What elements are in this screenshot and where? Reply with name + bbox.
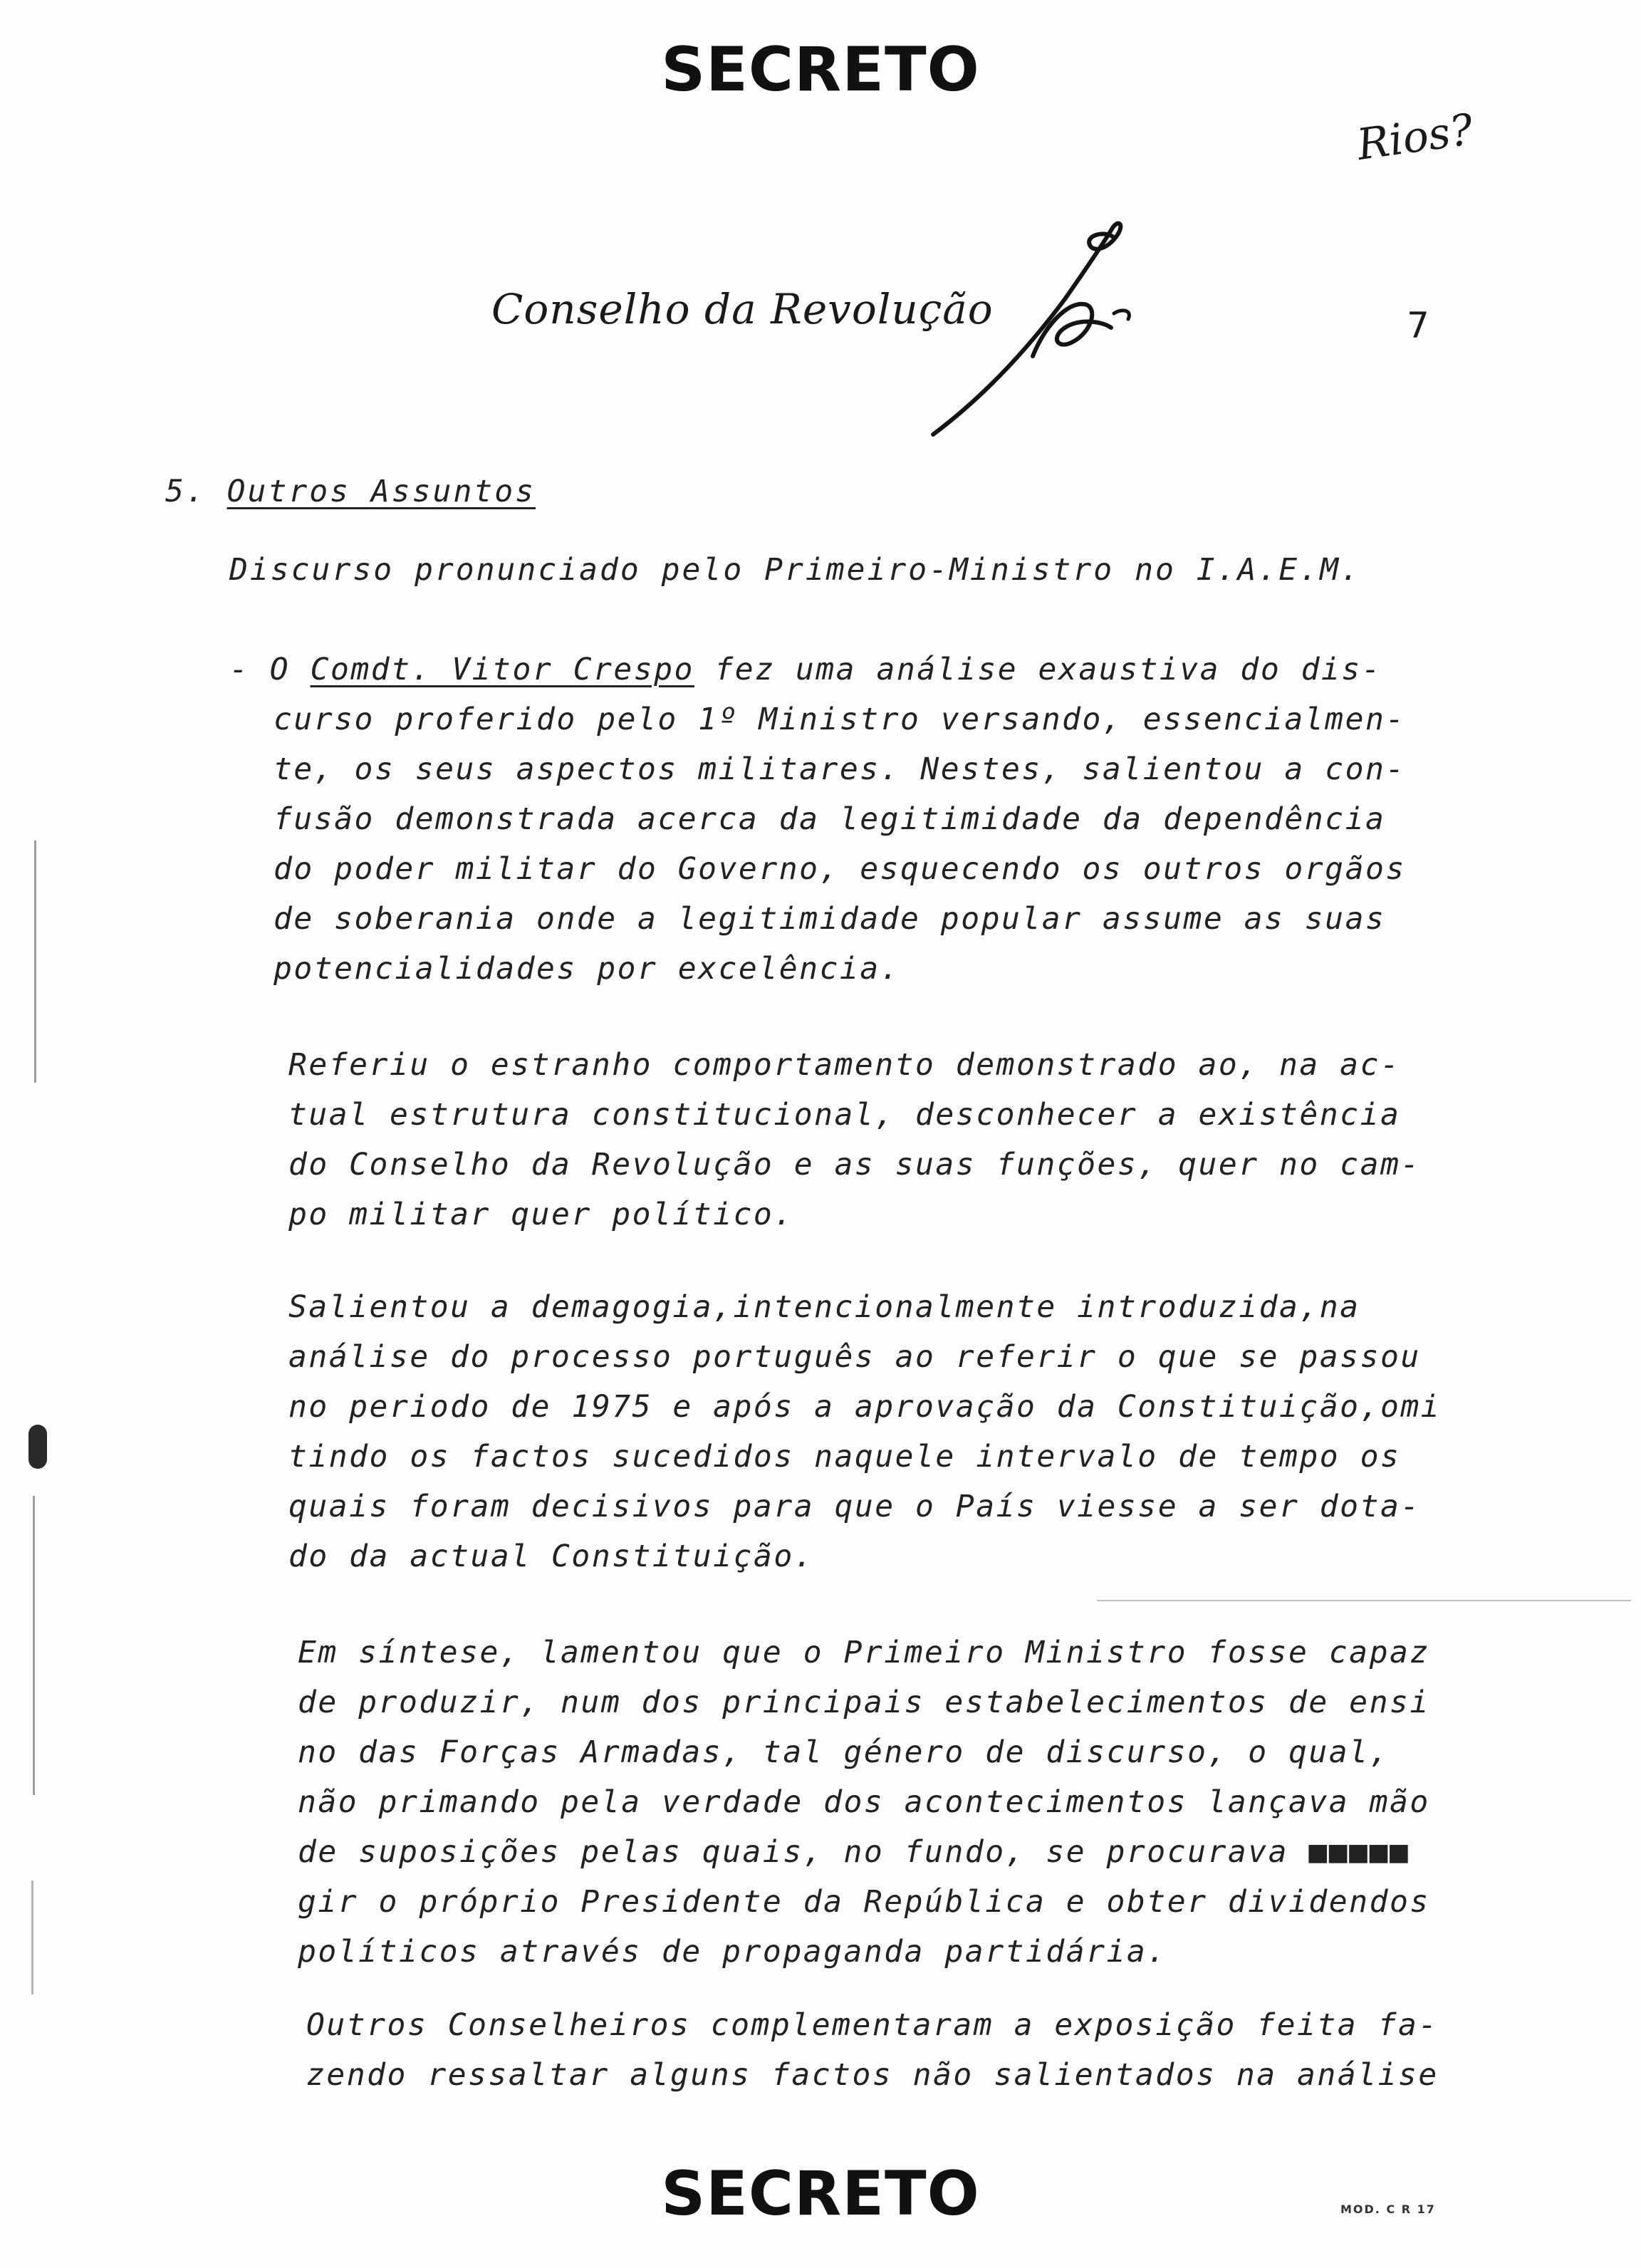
text-line: quais foram decisivos para que o País viesse a ser dota-: [288, 1489, 1421, 1524]
text-line: no das Forças Armadas, tal género de discurso, o qual,: [298, 1734, 1390, 1770]
text-line: não primando pela verdade dos acontecimentos lançava mão: [298, 1784, 1430, 1820]
speech-title: Discurso pronunciado pelo Primeiro-Ministro no I.A.E.M.: [229, 552, 1361, 588]
scan-edge-mark: [34, 841, 36, 1083]
scan-rule-line: [1097, 1600, 1631, 1601]
paragraph-other-councillors: [306, 2000, 1439, 2100]
letterhead-title: Conselho da Revolução: [491, 285, 994, 333]
text-line: gir o próprio Presidente da República e obter dividendos: [298, 1884, 1430, 1920]
text-line: do Conselho da Revolução e as suas funções, quer no cam-: [288, 1147, 1421, 1182]
handwritten-initials: Rios?: [1353, 104, 1476, 171]
list-dash: - O: [229, 652, 311, 687]
text-line: tual estrutura constitucional, desconhecer a existência: [288, 1097, 1401, 1133]
text-line: curso proferido pelo 1º Ministro versando, essencialmen-: [274, 702, 1406, 737]
text-line-segment: fez uma análise exaustiva do dis-: [694, 652, 1382, 687]
text-line: fusão demonstrada acerca da legitimidade da dependência: [274, 801, 1386, 837]
text-line: de suposições pelas quais, no fundo, se procurava ■■■■■: [298, 1834, 1410, 1870]
text-line: de soberania onde a legitimidade popular assume as suas: [274, 901, 1386, 937]
text-line: potencialidades por excelência.: [274, 951, 901, 987]
text-line: Em síntese, lamentou que o Primeiro Ministro fosse capaz: [298, 1635, 1430, 1670]
text-line: no periodo de 1975 e após a aprovação da Constituição,omi: [288, 1389, 1442, 1425]
classification-header: SECRETO: [661, 34, 980, 105]
speaker-name: Comdt. Vitor Crespo: [310, 652, 694, 687]
signature-mark: [926, 214, 1168, 442]
text-line: Referiu o estranho comportamento demonstrado ao, na ac-: [288, 1047, 1401, 1083]
text-line: zendo ressaltar alguns factos não salientados na análise: [306, 2057, 1439, 2093]
classification-footer: SECRETO: [661, 2158, 980, 2230]
text-line: do poder militar do Governo, esquecendo os outros orgãos: [274, 851, 1406, 887]
text-line: de produzir, num dos principais estabelecimentos de ensi: [298, 1685, 1430, 1720]
text-line: Outros Conselheiros complementaram a exposição feita fa-: [306, 2007, 1439, 2043]
form-code: MOD. C R 17: [1340, 2202, 1436, 2216]
scan-punch-hole: [28, 1425, 47, 1469]
text-line: po militar quer político.: [288, 1197, 794, 1232]
scan-edge-mark: [33, 1496, 35, 1795]
section-number: 5.: [165, 474, 207, 509]
text-line: tindo os factos sucedidos naquele intervalo de tempo os: [288, 1439, 1401, 1474]
text-line: Salientou a demagogia,intencionalmente introduzida,na: [288, 1289, 1360, 1325]
text-line: do da actual Constituição.: [288, 1539, 815, 1574]
text-line: análise do processo português ao referir o que se passou: [288, 1339, 1421, 1375]
section-heading: [165, 474, 536, 509]
text-line: políticos através de propaganda partidária.: [298, 1934, 1167, 1970]
paragraph-constitutional-structure: [288, 1040, 1421, 1239]
paragraph-summary: [298, 1628, 1430, 1977]
text-line: [229, 645, 1406, 695]
section-title: Outros Assuntos: [226, 474, 536, 509]
scan-edge-mark: [31, 1881, 33, 1994]
paragraph-vitor-crespo: [229, 645, 1406, 994]
page-number: 7: [1407, 305, 1429, 346]
text-line: te, os seus aspectos militares. Nestes, salientou a con-: [274, 751, 1406, 787]
paragraph-demagogy: [288, 1282, 1441, 1581]
